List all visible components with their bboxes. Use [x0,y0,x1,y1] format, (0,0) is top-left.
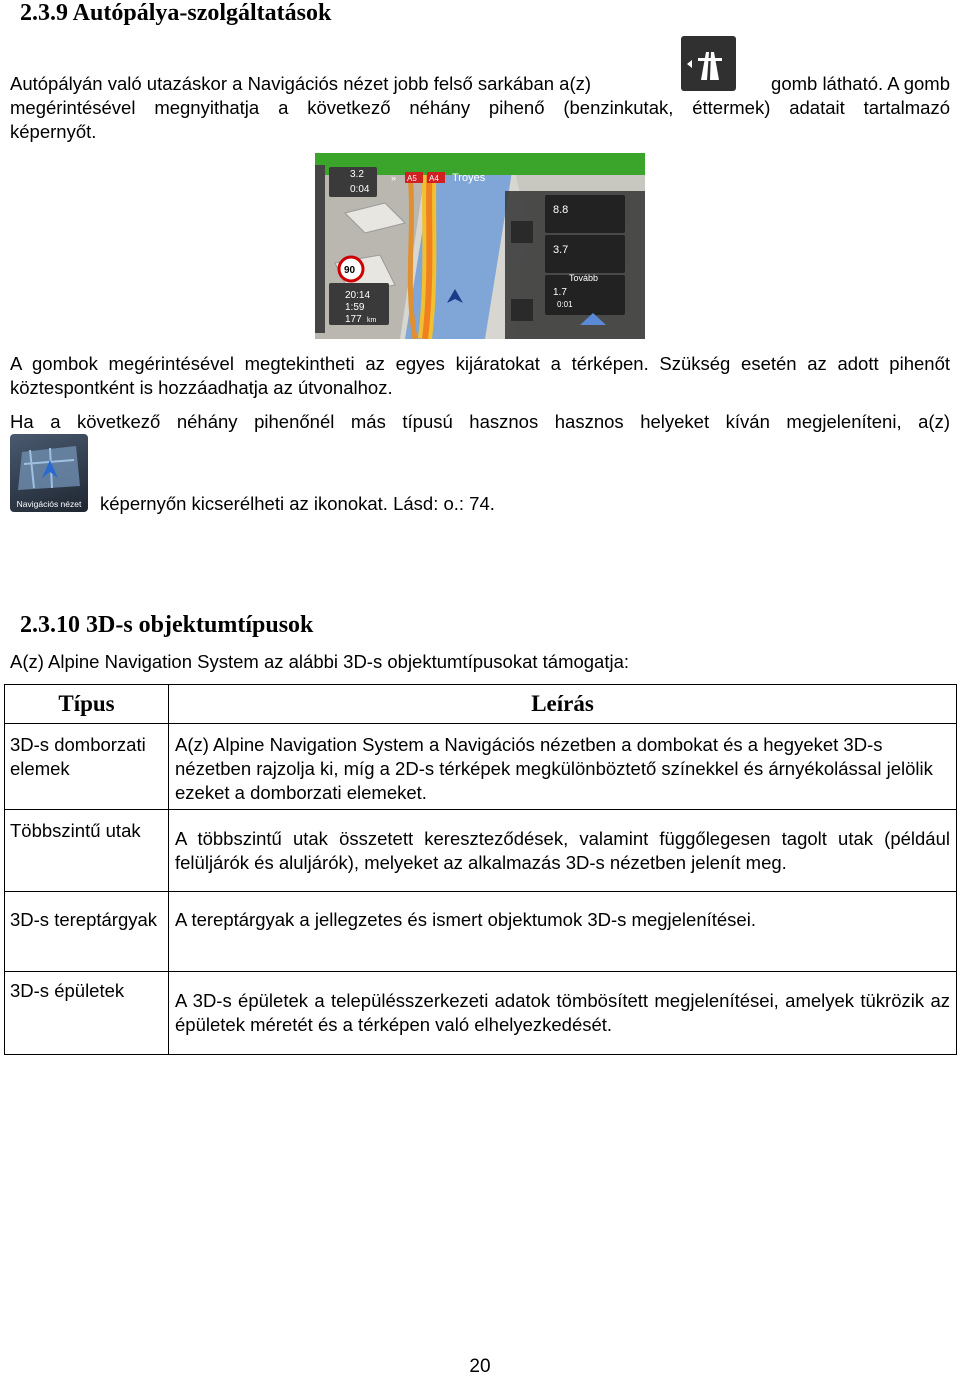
paragraph-replace-icons: Ha a következő néhány pihenőnél más típusú hasznos hasznos helyeket kíván megjeleníteni, a(z) [10,411,950,432]
table-row [5,972,957,1055]
type-cell: 3D-s épületek [5,972,169,1055]
col-desc-header: Leírás [169,685,957,724]
service3-time: 0:01 [557,300,573,309]
highway-services-icon [681,36,736,91]
road-name: Troyes [452,172,486,184]
service1-distance: 8.8 [553,204,569,216]
intro-line-3: képernyőt. [10,121,97,142]
navigation-screenshot [315,153,645,339]
navigation-view-icon-label: Navigációs nézet [16,499,82,509]
col-type-header: Típus [5,685,169,724]
turn-time: 0:04 [350,184,370,195]
section-heading-3d: 2.3.10 3D-s objektumtípusok [20,612,314,638]
table-row [5,810,957,892]
section-heading: 2.3.9 Autópálya-szolgáltatások [20,0,332,26]
page-number: 20 [469,1356,491,1377]
intro-text-end: gomb látható. A gomb [771,73,950,94]
paragraph-replace-icons-cont: képernyőn kicserélheti az ikonokat. Lásd: o.: 74. [100,493,495,514]
desc-cell: A(z) Alpine Navigation System a Navigációs nézetben a dombokat és a hegyeket 3D-s nézetben rajzolja ki, míg a 2D-s térképek megkülönböztető színekkel és árnyékolással jelölik ezeket a domborzati elemeket. [169,724,957,810]
type-cell: 3D-s domborzati elemek [5,724,169,810]
intro-3d: A(z) Alpine Navigation System az alábbi 3D-s objektumtípusokat támogatja: [10,651,630,672]
turn-distance: 3.2 [350,169,364,180]
table-header-row [5,685,957,724]
route-chevron: » [391,173,397,183]
paragraph-exits: A gombok megérintésével megtekintheti az egyes kijáratokat a térképen. Szükség esetén az adott pihenőt köztespontként is hozzáadhatja az útvonalhoz. [10,353,950,398]
more-label: Tovább [569,273,599,283]
road-a4: A4 [429,174,439,183]
desc-cell: A tereptárgyak a jellegzetes és ismert objektumok 3D-s megjelenítései. [169,892,957,972]
type-cell: Többszintű utak [5,810,169,892]
table-row [5,892,957,972]
remaining-time: 1:59 [345,302,365,313]
table-row [5,724,957,810]
service2-distance: 3.7 [553,244,569,256]
service3-distance: 1.7 [553,287,567,298]
speed-limit: 90 [344,265,356,276]
desc-cell: A 3D-s épületek a településszerkezeti adatok tömbösített megjelenítései, amelyek tükrözik az épületek méretét és a térképen való elhelyezkedését. [169,972,957,1055]
remaining-unit: km [367,317,377,324]
type-cell: 3D-s tereptárgyak [5,892,169,972]
road-a5: A5 [407,174,417,183]
desc-cell: A többszintű utak összetett kereszteződések, valamint függőlegesen tagolt utak (például felüljárók és aluljárók), melyeket az alkalmazás 3D-s nézetben jelenít meg. [169,810,957,892]
intro-paragraph [10,72,950,144]
object-types-table [4,684,957,1055]
map-illustration [315,153,645,339]
intro-text-start: Autópályán való utazáskor a Navigációs nézet jobb felső sarkában a(z) [10,73,592,94]
navigation-view-icon [10,434,88,512]
intro-line-2: megérintésével megnyithatja a következő néhány pihenő (benzinkutak, éttermek) adatait tartalmazó [10,97,950,118]
eta: 20:14 [345,290,371,301]
remaining-distance: 177 [345,314,362,325]
